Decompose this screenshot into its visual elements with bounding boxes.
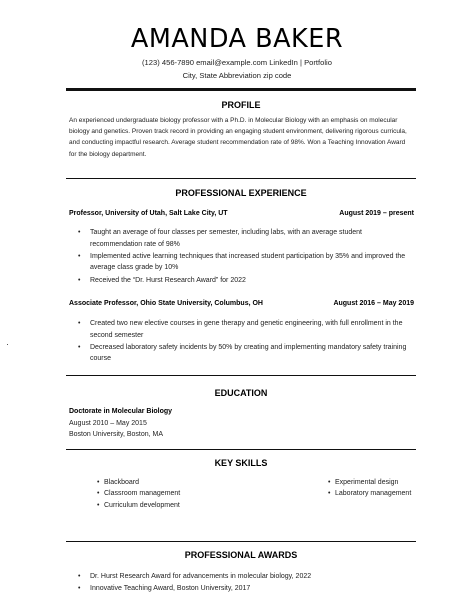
- job-dates: August 2016 – May 2019: [333, 300, 414, 307]
- bullet-icon: •: [78, 229, 81, 236]
- list-item: • Received the “Dr. Hurst Research Award” for 2022: [78, 275, 413, 287]
- skills-list-right: [328, 478, 416, 501]
- job-dates: August 2019 – present: [339, 210, 414, 217]
- job-header: [69, 300, 414, 307]
- header-divider: [66, 88, 416, 91]
- job-header: [69, 210, 414, 217]
- skills-heading: KEY SKILLS: [214, 458, 268, 468]
- bullet-icon: •: [78, 573, 81, 580]
- list-item: • Dr. Hurst Research Award for advancements in molecular biology, 2022: [78, 571, 413, 583]
- section-divider: [66, 541, 416, 542]
- contact-line: (123) 456-7890 email@example.com LinkedIn | Portfolio: [142, 58, 332, 67]
- experience-heading: PROFESSIONAL EXPERIENCE: [175, 188, 307, 198]
- list-item: • Curriculum development: [97, 501, 180, 509]
- bullet-icon: •: [78, 343, 81, 351]
- bullet-icon: •: [328, 479, 331, 486]
- list-item: • Implemented active learning techniques that increased student participation by 35% and improved the average class grade by 10%: [78, 252, 406, 272]
- bullet-icon: •: [328, 490, 331, 498]
- job-bullets: [78, 318, 413, 366]
- bullet-icon: •: [78, 252, 81, 260]
- list-item: • Blackboard: [97, 479, 140, 486]
- job-title: Associate Professor, Ohio State University, Columbus, OH: [69, 300, 263, 307]
- education-heading: EDUCATION: [214, 388, 268, 398]
- page-mark: [7, 344, 8, 345]
- list-item: • Experimental design: [328, 479, 399, 486]
- section-divider: [66, 178, 416, 179]
- bullet-icon: •: [97, 479, 100, 486]
- list-item: • Laboratory management: [328, 490, 412, 498]
- list-item: • Innovative Teaching Award, Boston University, 2017: [78, 583, 413, 595]
- list-item: • Classroom management: [97, 490, 181, 498]
- location-line: City, State Abbreviation zip code: [182, 71, 292, 80]
- awards-list: [78, 571, 413, 595]
- bullet-icon: •: [97, 490, 100, 498]
- list-item: • Taught an average of four classes per semester, including labs, with an average student recommendation rate of 98%: [78, 229, 362, 248]
- section-divider: [66, 375, 416, 376]
- section-divider: [66, 449, 416, 450]
- school-name: Boston University, Boston, MA: [69, 431, 164, 438]
- bullet-icon: •: [78, 585, 81, 593]
- list-item: • Decreased laboratory safety incidents by 50% by creating and implementing mandatory safety training course: [78, 343, 407, 363]
- degree-name: Doctorate in Molecular Biology: [69, 408, 173, 415]
- bullet-icon: •: [97, 501, 100, 509]
- list-item: • Created two new elective courses in gene therapy and genetic engineering, with full enrollment in the second semester: [78, 320, 403, 339]
- bullet-icon: •: [78, 320, 81, 327]
- education-dates: August 2010 – May 2015: [69, 419, 147, 427]
- bullet-icon: •: [78, 276, 81, 284]
- education-entry: [69, 406, 172, 441]
- skills-list-left: [97, 478, 207, 512]
- job-title: Professor, University of Utah, Salt Lake City, UT: [69, 210, 228, 217]
- awards-heading: PROFESSIONAL AWARDS: [184, 550, 298, 560]
- job-bullets: [78, 227, 413, 287]
- candidate-name: AMANDA BAKER: [130, 24, 344, 54]
- profile-summary: An experienced undergraduate biology professor with a Ph.D. in Molecular Biology with an emphasis on molecular biology and genetics. Proven track record in providing an engaging student environment, delivering rigorous curricula, and conducting impactful research. Average student recommendation rate of 98%. Won a Teaching Innovation Award for the biology department.: [69, 117, 407, 158]
- profile-heading: PROFILE: [221, 100, 261, 110]
